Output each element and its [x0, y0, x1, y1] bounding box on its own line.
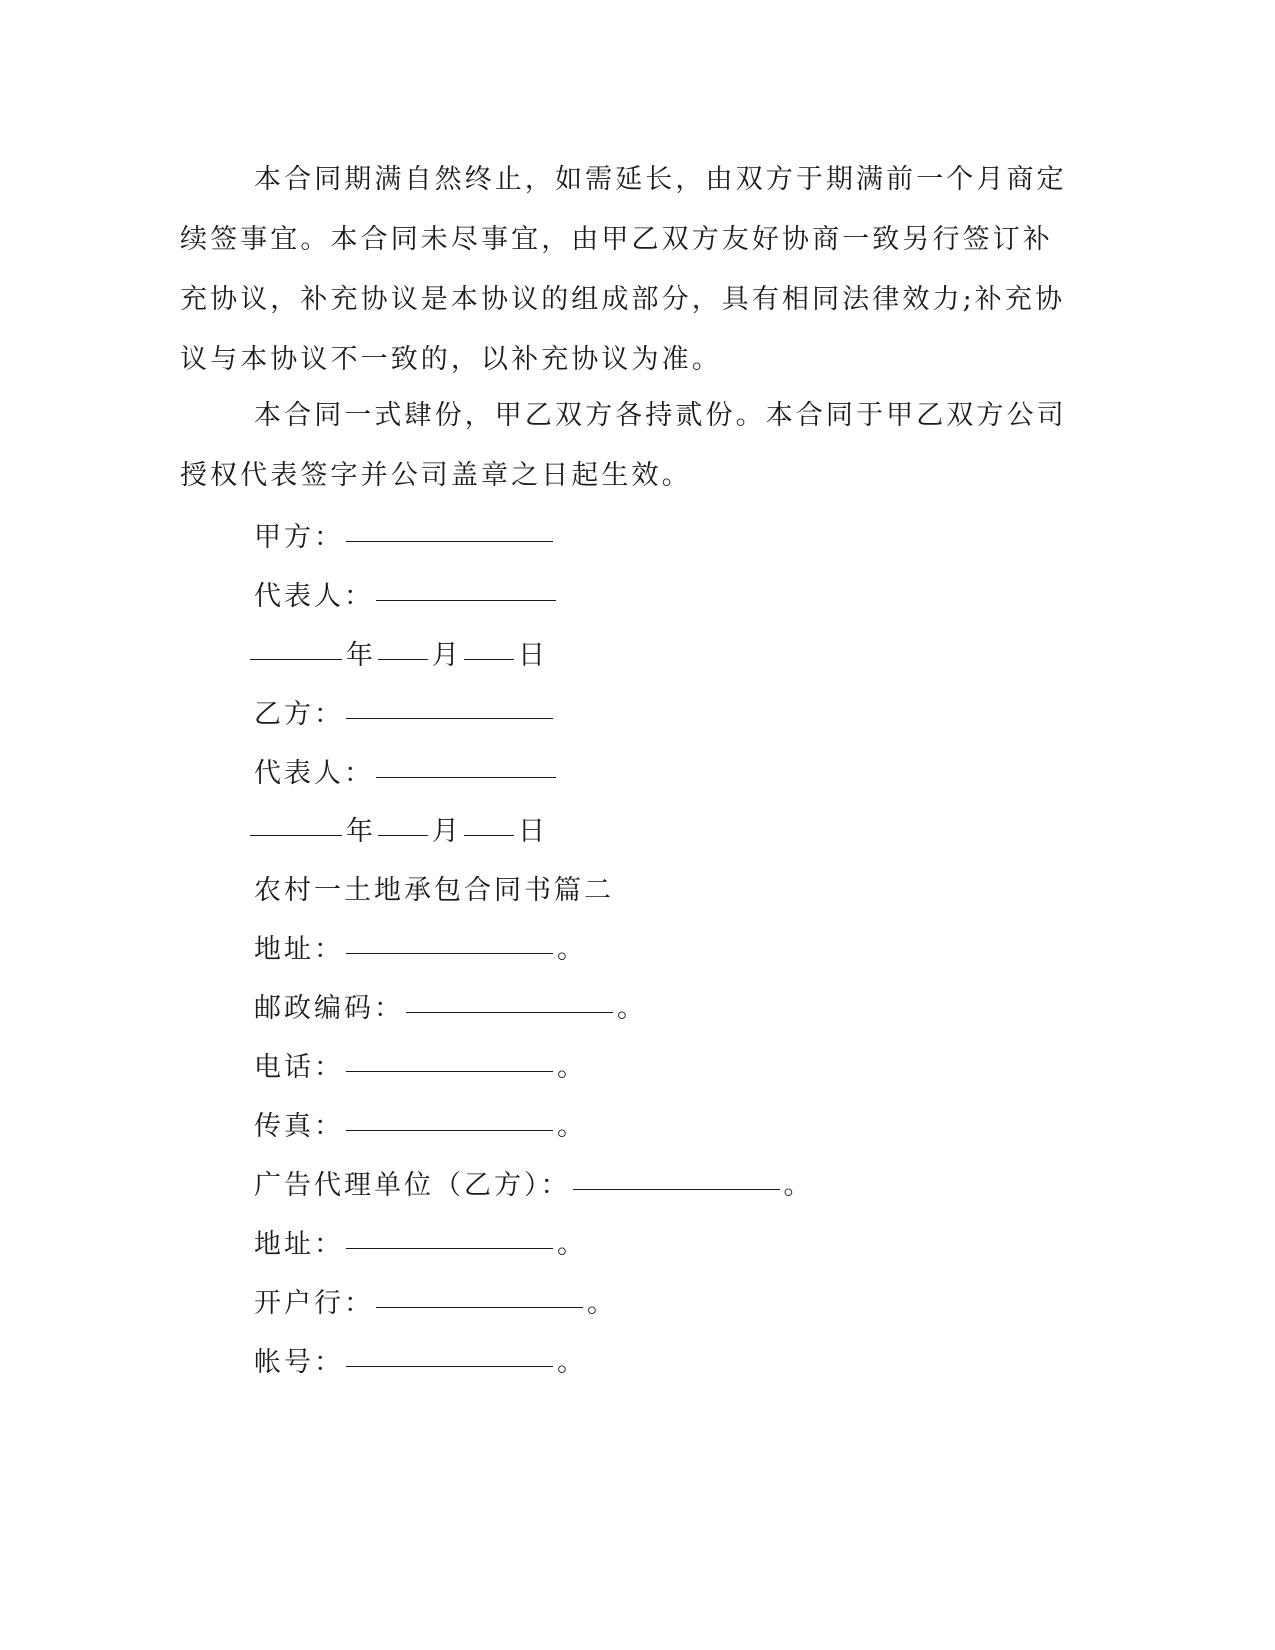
section-title: 农村一土地承包合同书篇二 [254, 874, 614, 906]
address2-period: 。 [557, 1228, 587, 1260]
month-a-blank [378, 629, 428, 660]
party-a-label: 甲方： [254, 521, 344, 553]
month-b-blank [378, 805, 428, 836]
address2-line [254, 1211, 587, 1271]
paragraph-contract-copies: 本合同一式肆份，甲乙双方各持贰份。本合同于甲乙双方公司授权代表签字并公司盖章之日起生效。 [180, 400, 1067, 491]
address2-blank [346, 1218, 553, 1249]
fax-blank [346, 1100, 553, 1131]
year-b-blank [250, 805, 342, 836]
address-blank [346, 923, 553, 954]
party-a-blank [346, 511, 553, 542]
phone-period: 。 [557, 1051, 587, 1083]
year-a-label: 年 [346, 639, 376, 671]
agency-blank [573, 1159, 780, 1190]
rep-b-label: 代表人： [254, 757, 374, 789]
agency-line [254, 1152, 814, 1212]
phone-label: 电话： [254, 1051, 344, 1083]
party-b-line [254, 681, 557, 741]
bank-label: 开户行： [254, 1287, 374, 1319]
postcode-period: 。 [617, 992, 647, 1024]
account-period: 。 [557, 1346, 587, 1378]
account-label: 帐号： [254, 1346, 344, 1378]
address-line [254, 916, 587, 976]
day-b-blank [464, 805, 514, 836]
account-line [254, 1329, 587, 1389]
postcode-label: 邮政编码： [254, 992, 404, 1024]
fax-line [254, 1093, 587, 1153]
postcode-line [254, 975, 647, 1035]
phone-blank [346, 1041, 553, 1072]
fax-label: 传真： [254, 1110, 344, 1142]
rep-a-label: 代表人： [254, 580, 374, 612]
day-a-blank [464, 629, 514, 660]
account-blank [346, 1336, 553, 1367]
month-a-label: 月 [432, 639, 462, 671]
year-b-label: 年 [346, 815, 376, 847]
year-a-blank [250, 629, 342, 660]
party-b-blank [346, 688, 553, 719]
postcode-blank [406, 982, 613, 1013]
bank-period: 。 [587, 1287, 617, 1319]
party-a-line [254, 504, 557, 564]
date-a-line [250, 622, 548, 682]
fax-period: 。 [557, 1110, 587, 1142]
rep-a-line [254, 563, 560, 623]
party-b-label: 乙方： [254, 698, 344, 730]
day-a-label: 日 [518, 639, 548, 671]
rep-b-line [254, 740, 560, 800]
date-b-line [250, 798, 548, 858]
address2-label: 地址： [254, 1228, 344, 1260]
rep-b-blank [376, 747, 556, 778]
address-label: 地址： [254, 933, 344, 965]
rep-a-blank [376, 570, 556, 601]
month-b-label: 月 [432, 815, 462, 847]
agency-period: 。 [783, 1169, 814, 1201]
bank-line [254, 1270, 617, 1330]
day-b-label: 日 [518, 815, 548, 847]
paragraph-contract-term: 本合同期满自然终止，如需延长，由双方于期满前一个月商定续签事宜。本合同未尽事宜，由甲乙双方友好协商一致另行签订补充协议，补充协议是本协议的组成部分，具有相同法律效力;补充协议与本协议不一致的，以补充协议为准。 [180, 164, 1067, 375]
agency-label: 广告代理单位（乙方）： [254, 1169, 571, 1201]
address-period: 。 [557, 933, 587, 965]
bank-blank [376, 1277, 583, 1308]
phone-line [254, 1034, 587, 1094]
